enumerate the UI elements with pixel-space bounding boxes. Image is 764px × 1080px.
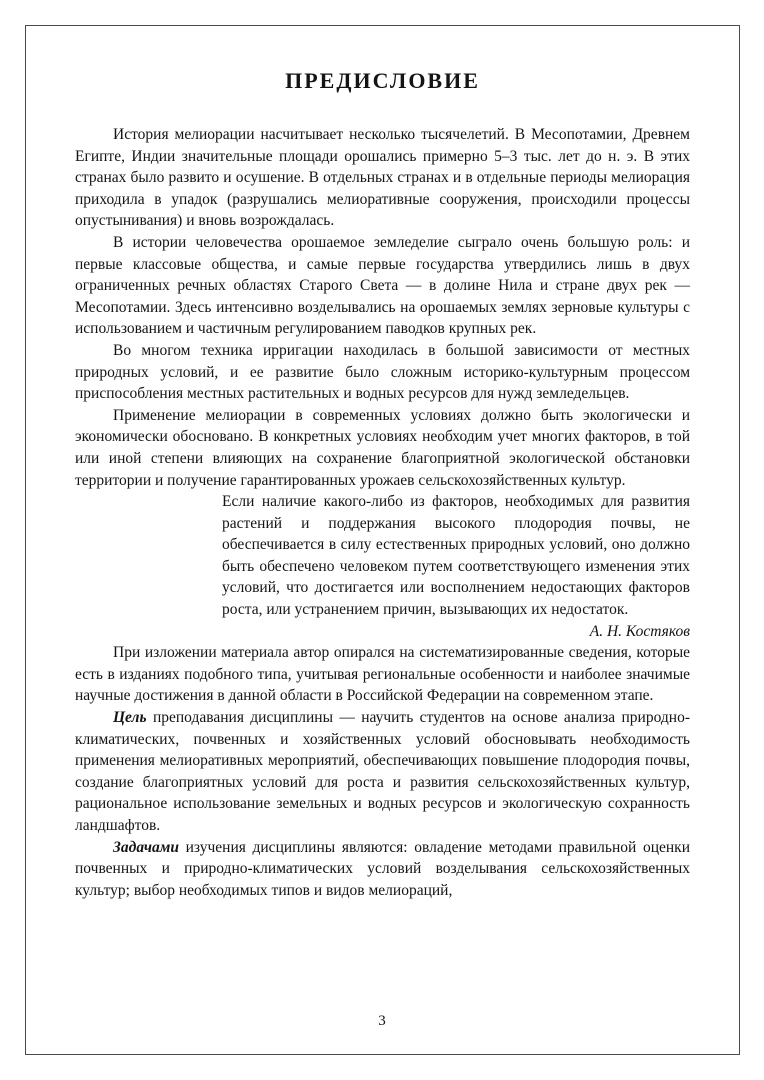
paragraph-1 — [75, 124, 690, 232]
paragraph-text: изучения дисциплины являются: овладение методами правильной оценки почвенных и природно-климатических условий возделывания сельскохозяйственных культур; выбор необходимых типов и видов мелиораций, — [75, 838, 690, 899]
paragraph-lead: Цель — [113, 709, 147, 727]
paragraph-text: В истории человечества орошаемое земледелие сыграло очень большую роль: и первые классовые общества, и самые первые государства утвердились лишь в двух ограниченных речных областях Старого Света — в долине Нила и стране двух рек — Месопотамии. Здесь интенсивно возделывались на орошаемых землях зерновые культуры с использованием и частичным регулированием паводков крупных рек. — [75, 233, 690, 338]
paragraph-text: При изложении материала автор опирался на систематизированные сведения, которые есть в изданиях подобного типа, учитывая региональные особенности и наиболее значимые научные достижения в данной области в Российской Федерации на современном этапе. — [75, 644, 690, 705]
page-content — [75, 68, 690, 901]
paragraph-lead: Задачами — [113, 838, 179, 856]
paragraph-text: Применение мелиорации в современных условиях должно быть экологически и экономически обосновано. В конкретных условиях необходим учет многих факторов, в той или иной степени влияющих на сохранение благоприятной экологической обстановки территории и получение гарантированных урожаев сельскохозяйственных культур. — [75, 406, 690, 489]
paragraph-4 — [75, 405, 690, 491]
paragraph-7 — [75, 837, 690, 902]
page-number: 3 — [378, 1013, 386, 1029]
page-title: ПРЕДИСЛОВИЕ — [285, 68, 480, 93]
quote-block — [222, 491, 690, 621]
paragraph-3 — [75, 340, 690, 405]
paragraph-5 — [75, 642, 690, 707]
paragraph-2 — [75, 232, 690, 340]
paragraph-text: преподавания дисциплины — научить студентов на основе анализа природно-климатических, почвенных и хозяйственных условий обосновывать необходимость применения мелиоративных мероприятий, обеспечивающих повышение плодородия почвы, создание благоприятных условий для роста и развития сельскохозяйственных культур, рациональное использование земельных и водных ресурсов и экологическую сохранность ландшафтов. — [75, 709, 690, 834]
paragraph-text: Во многом техника ирригации находилась в большой зависимости от местных природных условий, и ее развитие было сложным историко-культурным процессом приспособления местных растительных и водных ресурсов для нужд земледельцев. — [75, 341, 690, 403]
paragraph-6 — [75, 707, 690, 837]
quote-text: Если наличие какого-либо из факторов, необходимых для развития растений и поддержания высокого плодородия почвы, не обеспечивается в силу естественных природных условий, оно должно быть обеспечено человеком путем соответствующего изменения этих условий, что достигается или восполнением недостающих факторов роста, или устранением причин, вызывающих их недостаток. — [222, 493, 690, 619]
quote-attribution: А. Н. Костяков — [589, 622, 690, 640]
paragraph-text: История мелиорации насчитывает несколько тысячелетий. В Месопотамии, Древнем Египте, Индии значительные площади орошались примерно 5–3 тыс. лет до н. э. В этих странах было развито и осушение. В отдельных странах и в отдельные периоды мелиорация приходила в упадок (разрушались мелиоративные сооружения, происходили процессы опустынивания) и вновь возрождалась. — [75, 126, 690, 230]
